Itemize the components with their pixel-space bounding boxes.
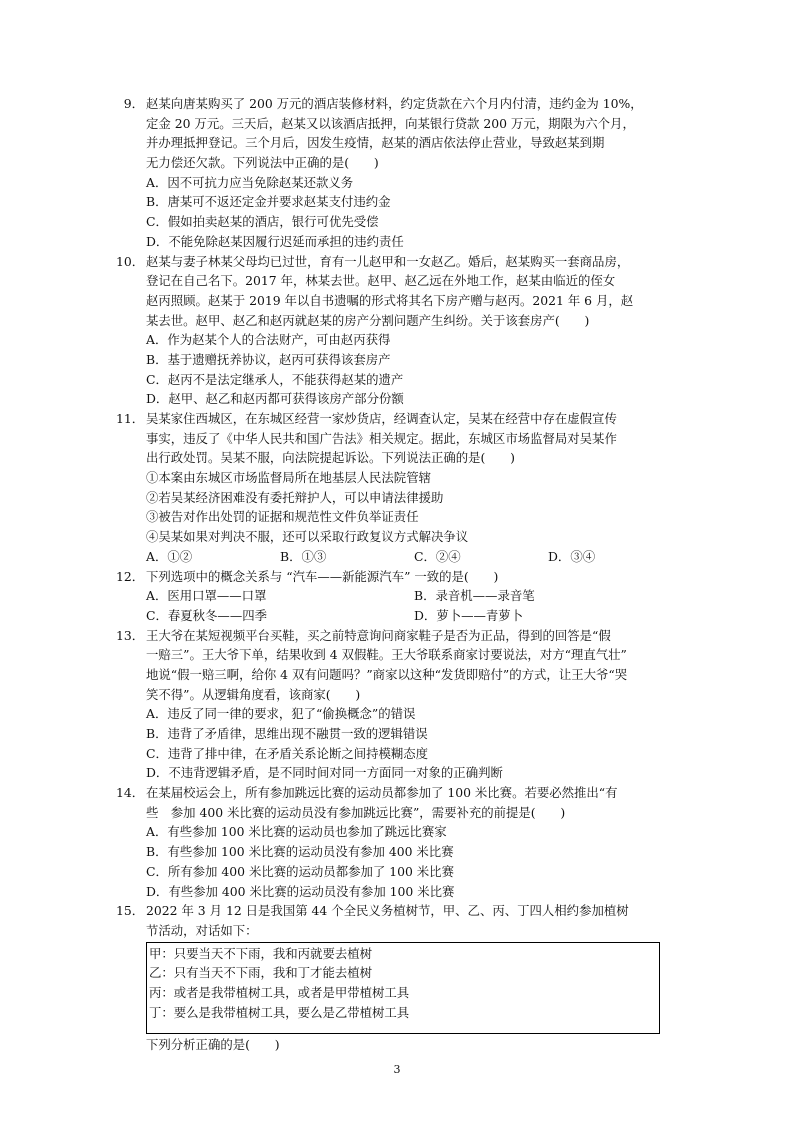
- question-stem-line: 赵某向唐某购买了 200 万元的酒店装修材料，约定货款在六个月内付清，违约金为 10%，: [146, 96, 643, 111]
- question-11: [116, 409, 682, 468]
- statement-item: ④吴某如果对判决不服，还可以采取行政复议方式解决争议: [146, 529, 469, 545]
- question-13: [116, 626, 682, 705]
- option-a: A．违反了同一律的要求，犯了“偷换概念”的错误: [146, 706, 416, 722]
- question-stem-line: 2022 年 3 月 12 日是我国第 44 个全民义务植树节，甲、乙、丙、丁四人相约参加植树: [146, 903, 629, 919]
- question-number: 11．: [116, 411, 145, 426]
- question-stem-line: 王大爷在某短视频平台买鞋，买之前特意询问商家鞋子是否为正品，得到的回答是“假: [146, 627, 611, 643]
- question-12: [116, 567, 682, 587]
- question-9: [116, 94, 682, 173]
- question-prompt: 下列分析正确的是( ): [146, 1036, 280, 1052]
- dialogue-line: 丁：要么是我带植树工具，要么是乙带植树工具: [149, 1004, 410, 1020]
- option-b: B．录音机——录音笔: [414, 588, 535, 604]
- option-b: B．基于遗赠抚养协议，赵丙可获得该套房产: [146, 351, 391, 367]
- question-stem-line: 地说“假一赔三啊，给你 4 双有问题吗？”商家以这种“发货即赔付”的方式，让王大爷“哭: [146, 666, 628, 682]
- statement-item: ①本案由东城区市场监督局所在地基层人民法院管辖: [146, 470, 431, 486]
- option-c: C．春夏秋冬——四季: [146, 607, 267, 623]
- question-stem-line: 登记在自己名下。2017 年，林某去世。赵甲、赵乙远在外地工作，赵某由临近的侄女: [146, 273, 616, 289]
- dialogue-line: 丙：或者是我带植树工具，或者是甲带植树工具: [149, 985, 410, 1001]
- questions-area: [116, 94, 682, 1054]
- question-10: [116, 252, 682, 331]
- option-c: C．假如拍卖赵某的酒店，银行可优先受偿: [146, 214, 379, 230]
- question-stem-line: 出行政处罚。吴某不服，向法院提起诉讼。下列说法正确的是( ): [146, 450, 515, 466]
- statement-item: ②若吴某经济困难没有委托辩护人，可以申请法律援助: [146, 489, 444, 505]
- dialogue-line: 甲：只要当天不下雨，我和丙就要去植树: [149, 945, 373, 961]
- question-stem-line: 些 参加 400 米比赛的运动员没有参加跳远比赛”，需要补充的前提是( ): [146, 804, 566, 820]
- question-14: [116, 783, 682, 822]
- option-b: B．唐某可不返还定金并要求赵某支付违约金: [146, 194, 391, 210]
- question-stem-line: 在某届校运会上，所有参加跳远比赛的运动员都参加了 100 米比赛。若要必然推出“有: [146, 785, 618, 801]
- question-number: 14．: [116, 785, 145, 801]
- question-stem-line: 一赔三”。王大爷下单，结果收到 4 双假鞋。王大爷联系商家讨要说法，对方“理直气壮”: [146, 647, 627, 663]
- option-a: A．作为赵某个人的合法财产，可由赵丙获得: [146, 332, 391, 348]
- question-stem-line: 某去世。赵甲、赵乙和赵丙就赵某的房产分割问题产生纠纷。关于该套房产( ): [146, 312, 590, 328]
- choice-row: [116, 547, 682, 567]
- question-stem-line: 赵某与妻子林某父母均已过世，育有一儿赵甲和一女赵乙。婚后，赵某购买一套商品房，: [146, 253, 630, 269]
- option-c: C．所有参加 400 米比赛的运动员都参加了 100 米比赛: [146, 863, 454, 879]
- question-stem-line: 赵丙照顾。赵某于 2019 年以自书遗嘱的形式将其名下房产赠与赵丙。2021 年 6 月，赵: [146, 292, 634, 308]
- question-stem-line: 定金 20 万元。三天后，赵某又以该酒店抵押，向某银行贷款 200 万元，期限为六个月，: [146, 115, 635, 131]
- choice-c: C．②④: [414, 548, 461, 564]
- question-number: 12．: [116, 568, 145, 584]
- dialogue-line: 乙：只有当天不下雨，我和丁才能去植树: [149, 965, 373, 981]
- question-stem-line: 下列选项中的概念关系与 “汽车——新能源汽车” 一致的是( ): [146, 568, 499, 584]
- choice-a: A．①②: [146, 548, 193, 564]
- question-stem-line: 节活动，对话如下：: [146, 922, 258, 938]
- option-d: D．萝卜——青萝卜: [414, 607, 524, 623]
- statement-item: ③被告对作出处罚的证据和规范性文件负举证责任: [146, 509, 419, 525]
- question-stem-line: 无力偿还欠款。下列说法中正确的是( ): [146, 155, 379, 171]
- question-stem-line: 并办理抵押登记。三个月后，因发生疫情，赵某的酒店依法停止营业，导致赵某到期: [146, 135, 605, 151]
- question-number: 9．: [123, 96, 144, 111]
- option-d: D．不能免除赵某因履行迟延而承担的违约责任: [146, 233, 404, 249]
- question-number: 15．: [116, 903, 145, 919]
- option-a: A．有些参加 100 米比赛的运动员也参加了跳远比赛家: [146, 824, 447, 840]
- option-d: D．有些参加 400 米比赛的运动员没有参加 100 米比赛: [146, 883, 455, 899]
- option-a: A．因不可抗力应当免除赵某还款义务: [146, 174, 354, 190]
- option-a: A．医用口罩——口罩: [146, 588, 267, 604]
- page-number: 3: [393, 1063, 401, 1076]
- question-number: 10．: [116, 253, 145, 269]
- choice-b: B．①③: [280, 548, 327, 564]
- choice-row: [116, 586, 682, 606]
- question-stem-line: 事实，违反了《中华人民共和国广告法》相关规定。据此，东城区市场监督局对吴某作: [146, 430, 617, 446]
- option-d: D．赵甲、赵乙和赵丙都可获得该房产部分份额: [146, 391, 404, 407]
- option-b: B．违背了矛盾律，思维出现不融贯一致的逻辑错误: [146, 726, 428, 741]
- question-number: 13．: [116, 627, 145, 643]
- option-c: C．赵丙不是法定继承人，不能获得赵某的遗产: [146, 371, 404, 387]
- dialogue-box: [146, 942, 660, 1034]
- question-stem-line: 笑不得”。从逻辑角度看，该商家( ): [146, 686, 361, 702]
- option-d: D．不违背逻辑矛盾，是不同时间对同一方面同一对象的正确判断: [146, 765, 503, 781]
- question-15: [116, 901, 682, 940]
- question-stem-line: 吴某家住西城区，在东城区经营一家炒货店，经调查认定，吴某在经营中存在虚假宣传: [146, 411, 617, 426]
- option-c: C．违背了排中律，在矛盾关系论断之间持模糊态度: [146, 745, 429, 761]
- option-b: B．有些参加 100 米比赛的运动员没有参加 400 米比赛: [146, 844, 454, 860]
- choice-row: [116, 606, 682, 626]
- choice-d: D．③④: [548, 548, 596, 564]
